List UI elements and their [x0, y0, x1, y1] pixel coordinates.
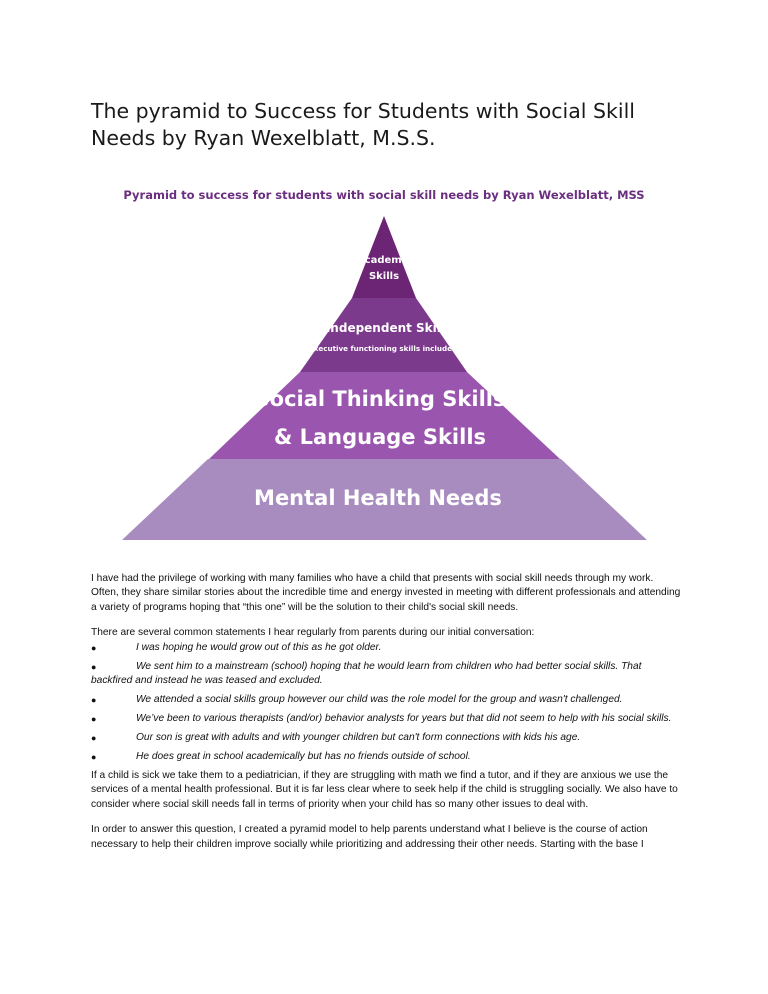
tier-mental-label-1: Mental Health Needs [254, 486, 502, 510]
list-item: ● We’ve been to various therapists (and/or) behavior analysts for years but that did not seem to help with his social skills. [91, 712, 681, 726]
tier-academic-label-2: Skills [368, 271, 400, 282]
tier-social-label-1: Social Thinking Skills [254, 387, 506, 411]
pyramid-figure [118, 170, 650, 545]
article-body [91, 572, 681, 863]
bullet-icon: ● [91, 661, 97, 672]
bullet-icon: ● [91, 733, 97, 744]
list-item: ● He does great in school academically but has no friends outside of school. [91, 750, 486, 764]
figure-caption: Pyramid to success for students with social skill needs by Ryan Wexelblatt, MSS [123, 188, 645, 202]
list-item: ● I was hoping he would grow out of this as he got older. [91, 641, 681, 655]
paragraph-intro: I have had the privilege of working with many families who have a child that presents with social skill needs through my work. Often, they share similar stories about the incredible time and energy invested in meeting with different professionals and attending a variety of programs hoping that “this one” will be the solution to their child's social skill needs. [91, 573, 681, 613]
list-item: ● We attended a social skills group however our child was the role model for the group and wasn't challenged. [91, 693, 681, 707]
paragraph-statements-intro: There are several common statements I hear regularly from parents during our initial conversation: [91, 627, 535, 639]
list-item: ● We sent him to a mainstream (school) hoping that he would learn from children who had better social skills. That backfired and instead he was teased and excluded. [91, 660, 642, 687]
bullet-icon: ● [91, 642, 97, 653]
tier-social-label-2: & Language Skills [273, 425, 487, 449]
paragraph-pyramid-model: In order to answer this question, I created a pyramid model to help parents understand what I believe is the course of action necessary to help their children improve socially while prioritizing and addressing their other needs. Starting with the base I [91, 824, 648, 850]
tier-independent-label-2: (Executive functioning skills included) [305, 344, 461, 353]
bullet-icon: ● [91, 752, 97, 763]
page-title: The pyramid to Success for Students with Social Skill Needs by Ryan Wexelblatt, M.S.S. [91, 99, 635, 150]
list-item: ● Our son is great with adults and with younger children but can't form connections with kids his age. [91, 731, 681, 745]
tier-independent-label-1: Independent Skills [325, 321, 453, 335]
tier-independent-skills [300, 298, 467, 372]
pyramid-diagram [118, 170, 650, 545]
tier-academic-label-1: Academic [356, 255, 412, 266]
bullet-icon: ● [91, 714, 97, 725]
bullet-icon: ● [91, 695, 97, 706]
parent-quotes-list [91, 641, 681, 765]
paragraph-help: If a child is sick we take them to a pediatrician, if they are struggling with math we find a tutor, and if they are anxious we use the services of a mental health professional. But it is far less clear where to seek help if the child is struggling socially. We also have to consider where social skill needs fall in terms of priority when your child has so many other issues to deal with. [91, 770, 678, 810]
